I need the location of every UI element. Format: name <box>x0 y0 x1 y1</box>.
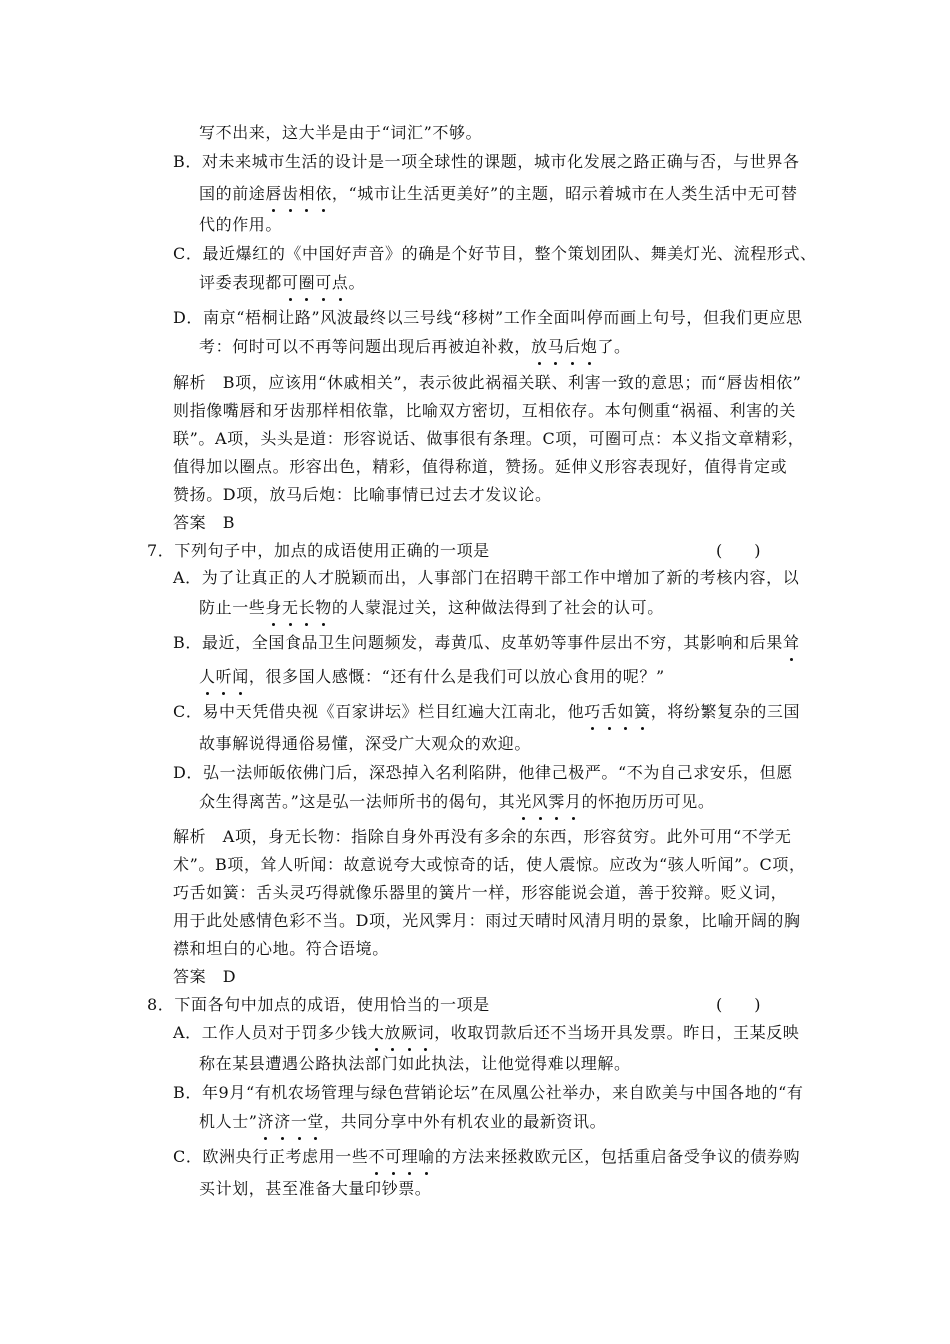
dotted-char: 喻 <box>418 1147 435 1166</box>
q6-analysis-line-1: 解析 B项，应该用“休戚相关”，表示彼此祸福关联、利害一致的意思；而“唇齿相依” <box>173 373 802 392</box>
q7-analysis-line-4: 用于此处感情色彩不当。D项，光风霁月：雨过天晴时风清月明的景象，比喻开阔的胸 <box>173 911 801 930</box>
dotted-char: 巧 <box>584 702 601 721</box>
dotted-char: 长 <box>298 598 316 617</box>
dotted-char: 物 <box>315 598 332 617</box>
dotted-char: 齿 <box>282 184 299 203</box>
q7-option-a-line-2: 防止一些身无长物的人蒙混过关，这种做法得到了社会的认可。 <box>199 598 664 617</box>
q8-option-c-line-2: 买计划，甚至准备大量印钞票。 <box>199 1179 432 1198</box>
dotted-char: 济 <box>257 1112 275 1131</box>
q7-analysis-line-1: 解析 A项，身无长物：指除自身外再没有多余的东西，形容贫穷。此外可用“不学无 <box>173 827 792 846</box>
dotted-char: 无 <box>282 598 299 617</box>
q8-answer-bracket: ( ) <box>716 995 761 1014</box>
dotted-char: 可 <box>385 1147 402 1166</box>
q6-analysis-line-2: 则指像嘴唇和牙齿那样相依靠，比喻双方密切，互相依存。本句侧重“祸福、利害的关 <box>173 401 796 420</box>
dotted-char: 身 <box>265 598 283 617</box>
q6-option-c-line-2: 评委表现都可圈可点。 <box>199 273 366 292</box>
dotted-char: 不 <box>368 1147 386 1166</box>
q7-stem: 7．下列句子中，加点的成语使用正确的一项是 <box>147 541 490 560</box>
dotted-char: 后 <box>564 337 581 356</box>
dotted-char: 点 <box>331 273 349 292</box>
q7-option-b-line-1: B．最近，全国食品卫生问题频发，毒黄瓜、皮革奶等事件层出不穷，其影响和后果耸 <box>173 633 800 652</box>
dotted-char: 耸 <box>782 633 800 652</box>
q8-option-b-line-2: 机人士”济济一堂，共同分享中外有机农业的最新资讯。 <box>199 1112 607 1131</box>
q7-analysis-line-3: 巧舌如簧：舌头灵巧得就像乐器里的簧片一样，形容能说会道，善于狡辩。贬义词， <box>173 883 788 902</box>
dotted-char: 闻 <box>232 667 249 686</box>
q8-option-c-line-1: C．欧洲央行正考虑用一些不可理喻的方法来拯救欧元区，包括重启备受争议的债券购 <box>173 1147 801 1166</box>
q6-analysis-line-5: 赞扬。D项，放马后炮：比喻事情已过去才发议论。 <box>173 485 552 504</box>
dotted-char: 月 <box>565 792 582 811</box>
dotted-char: 词 <box>417 1023 435 1042</box>
dotted-char: 人 <box>199 667 216 686</box>
dotted-char: 堂 <box>307 1112 325 1131</box>
q7-option-c-line-2: 故事解说得通俗易懂，深受广大观众的欢迎。 <box>199 734 532 753</box>
dotted-char: 舌 <box>600 702 618 721</box>
dotted-char: 依 <box>315 184 332 203</box>
dotted-char: 如 <box>617 702 635 721</box>
q7-option-d-line-1: D．弘一法师皈依佛门后，深恐掉入名利陷阱，他律己极严。“不为自己求安乐，但愿 <box>173 763 793 782</box>
q6-answer: 答案 B <box>173 513 236 532</box>
q6-option-a-line-2: 写不出来，这大半是由于“词汇”不够。 <box>199 123 483 142</box>
dotted-char: 理 <box>401 1147 419 1166</box>
q7-answer-bracket: ( ) <box>716 541 761 560</box>
q6-option-b-line-2: 国的前途唇齿相依，“城市让生活更美好”的主题，昭示着城市在人类生活中无可替 <box>199 184 798 203</box>
q7-option-c-line-1: C．易中天凭借央视《百家讲坛》栏目红遍大江南北，他巧舌如簧，将纷繁复杂的三国 <box>173 702 801 721</box>
dotted-char: 马 <box>547 337 565 356</box>
dotted-char: 可 <box>315 273 332 292</box>
dotted-char: 风 <box>531 792 549 811</box>
q6-analysis-line-3: 联”。A项，头头是道：形容说话、做事很有条理。C项，可圈可点：本义指文章精彩， <box>173 429 805 448</box>
q6-option-c-line-1: C．最近爆红的《中国好声音》的确是个好节目，整个策划团队、舞美灯光、流程形式、 <box>173 244 817 263</box>
q7-analysis-line-2: 术”。B项，耸人听闻：故意说夸大或惊奇的话，使人震惊。应改为“骇人听闻”。C项， <box>173 855 806 874</box>
q6-option-d-line-1: D．南京“梧桐让路”风波最终以三号线“移树”工作全面叫停而画上句号，但我们更应思 <box>173 308 803 327</box>
q8-option-a-line-2: 称在某县遭遇公路执法部门如此执法，让他觉得难以理解。 <box>199 1054 631 1073</box>
dotted-char: 济 <box>274 1112 291 1131</box>
q7-option-d-line-2: 众生得离苦。”这是弘一法师所书的偈句，其光风霁月的怀抱历历可见。 <box>199 792 715 811</box>
dotted-char: 可 <box>282 273 299 292</box>
dotted-char: 大 <box>367 1023 385 1042</box>
q7-option-b-line-2: 人听闻，很多国人感慨：“还有什么是我们可以放心食用的呢？” <box>199 667 665 686</box>
q6-option-b-line-1: B．对未来城市生活的设计是一项全球性的课题，城市化发展之路正确与否，与世界各 <box>173 152 800 171</box>
q6-option-d-line-2: 考：何时可以不再等问题出现后再被迫补救，放马后炮了。 <box>199 337 631 356</box>
dotted-char: 厥 <box>400 1023 418 1042</box>
q8-option-b-line-1: B．年9月“有机农场管理与绿色营销论坛”在凤凰公社举办，来自欧美与中国各地的“有 <box>173 1083 804 1102</box>
dotted-char: 听 <box>215 667 233 686</box>
q8-stem: 8．下面各句中加点的成语，使用恰当的一项是 <box>147 995 490 1014</box>
dotted-char: 圈 <box>298 273 316 292</box>
dotted-char: 相 <box>298 184 316 203</box>
q8-option-a-line-1: A．工作人员对于罚多少钱大放厥词，收取罚款后还不当场开具发票。昨日，王某反映 <box>173 1023 800 1042</box>
dotted-char: 放 <box>384 1023 401 1042</box>
q7-analysis-line-5: 襟和坦白的心地。符合语境。 <box>173 939 389 958</box>
dotted-char: 炮 <box>580 337 598 356</box>
dotted-char: 光 <box>515 792 532 811</box>
dotted-char: 一 <box>290 1112 308 1131</box>
dotted-char: 放 <box>531 337 548 356</box>
q6-analysis-line-4: 值得加以圈点。形容出色，精彩，值得称道，赞扬。延伸义形容表现好，值得肯定或 <box>173 457 788 476</box>
dotted-char: 霁 <box>548 792 566 811</box>
q7-answer: 答案 D <box>173 967 237 986</box>
q6-option-b-line-3: 代的作用。 <box>199 215 283 234</box>
dotted-char: 唇 <box>265 184 283 203</box>
dotted-char: 簧 <box>634 702 651 721</box>
q7-option-a-line-1: A．为了让真正的人才脱颖而出，人事部门在招聘干部工作中增加了新的考核内容，以 <box>173 568 800 587</box>
